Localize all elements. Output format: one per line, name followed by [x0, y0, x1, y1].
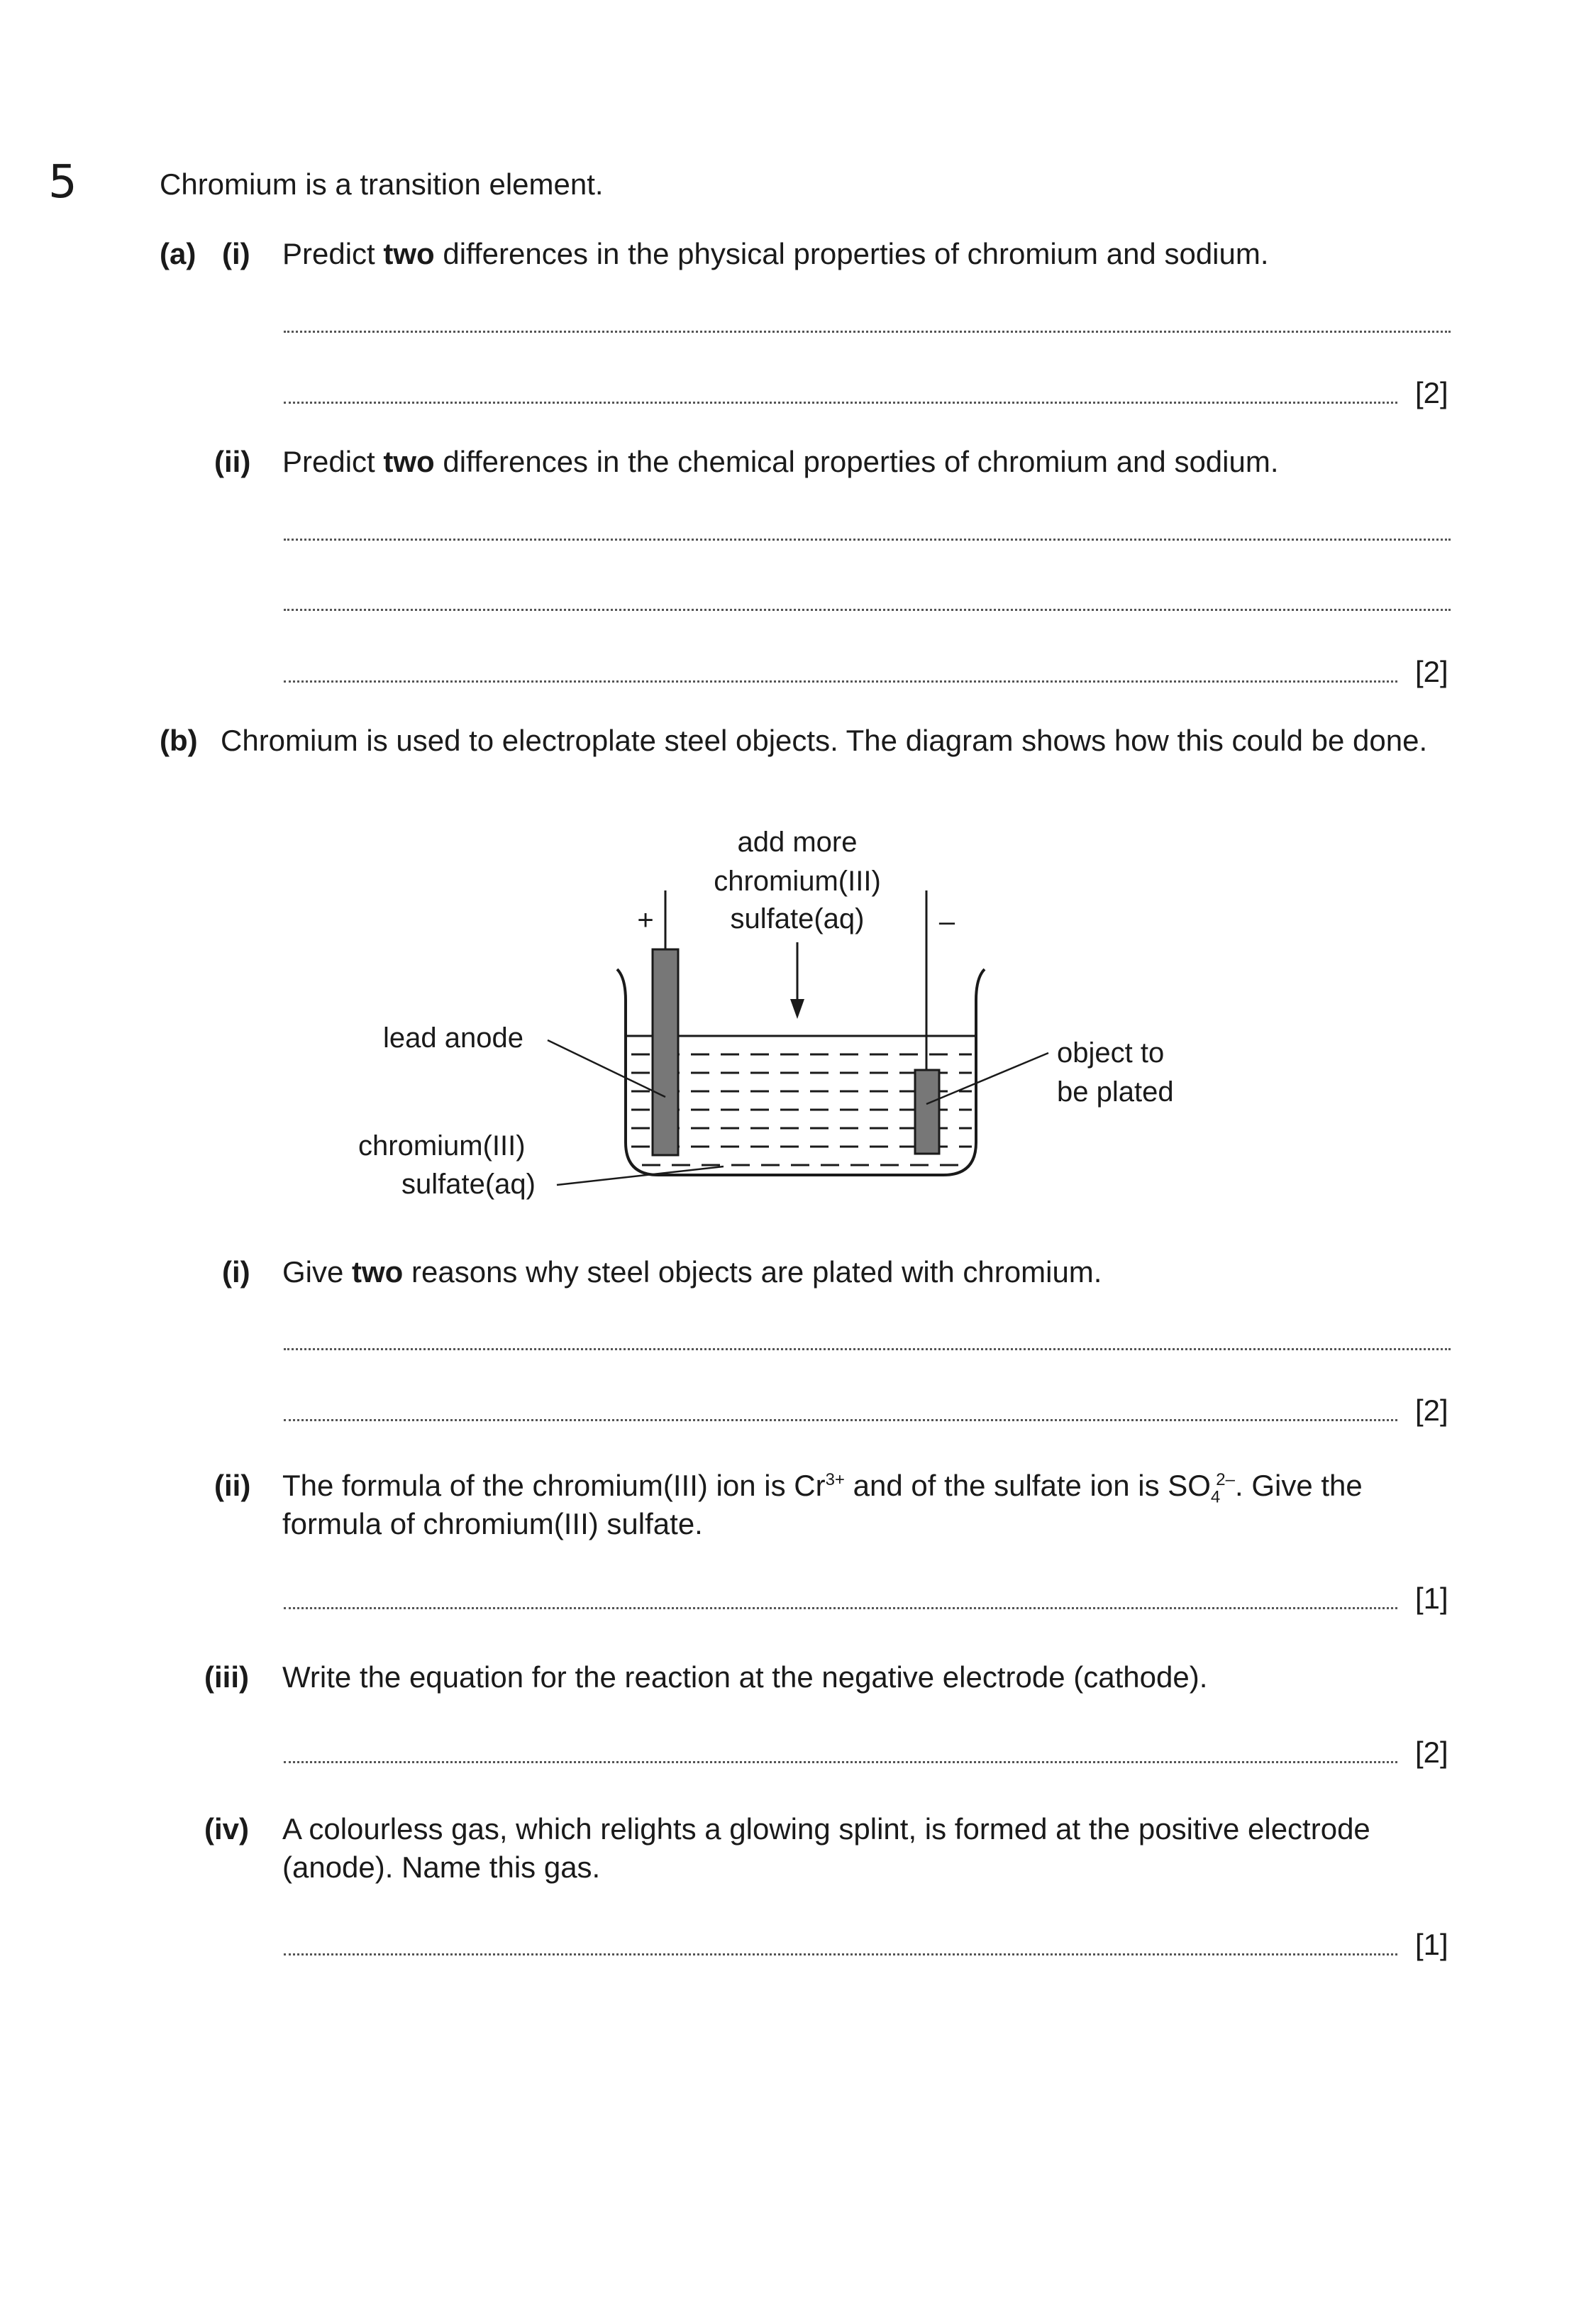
marks-b-i: [2]: [1415, 1394, 1448, 1427]
diagram-plus-sign: +: [637, 905, 654, 936]
diagram-minus-sign: –: [938, 906, 955, 937]
answer-line-b-ii-1[interactable]: [284, 1607, 1397, 1609]
object-leader-line: [926, 1053, 1048, 1104]
part-a-i-question: Predict two differences in the physical properties of chromium and sodium.: [282, 237, 1269, 270]
part-b-iv-label: (iv): [204, 1812, 249, 1846]
diagram-top-label-2: chromium(III): [714, 866, 881, 897]
part-a-ii-question: Predict two differences in the chemical properties of chromium and sodium.: [282, 445, 1279, 478]
object-label-line-1: object to: [1057, 1037, 1165, 1069]
object-to-be-plated: [915, 1070, 939, 1154]
part-b-iv-question-line-2: (anode). Name this gas.: [282, 1850, 601, 1884]
part-a-i-label: (i): [222, 237, 250, 270]
electrolyte-label-line-2: sulfate(aq): [401, 1169, 536, 1200]
part-b-iv-question-line-1: A colourless gas, which relights a glowing splint, is formed at the positive electrode: [282, 1812, 1370, 1846]
answer-line-b-iii-1[interactable]: [284, 1761, 1397, 1763]
marks-a-i: [2]: [1415, 376, 1448, 409]
diagram-top-label-1: add more: [737, 827, 858, 858]
question-intro: Chromium is a transition element.: [160, 167, 604, 201]
part-b-ii-question-line-2: formula of chromium(III) sulfate.: [282, 1507, 703, 1540]
marks-b-iii: [2]: [1415, 1736, 1448, 1769]
question-number: 5: [48, 156, 77, 209]
part-b-ii-label: (ii): [214, 1469, 251, 1502]
answer-line-b-i-1[interactable]: [284, 1348, 1451, 1350]
electrolyte-label-line-1: chromium(III): [358, 1130, 526, 1162]
part-b-intro: Chromium is used to electroplate steel objects. The diagram shows how this could be done.: [221, 724, 1428, 757]
lead-anode-label: lead anode: [383, 1022, 523, 1054]
part-b-ii-question-line-1: The formula of the chromium(III) ion is $Cr^{3+}$ and of the sulfate ion is $SO_4^{2-}$. Give the: [282, 1469, 1363, 1507]
marks-b-ii: [1]: [1415, 1582, 1448, 1615]
part-b-i-label: (i): [222, 1255, 250, 1289]
answer-line-b-i-2[interactable]: [284, 1419, 1397, 1421]
part-b-label: (b): [160, 724, 198, 757]
add-arrow-head-icon: [790, 999, 804, 1019]
marks-a-ii: [2]: [1415, 655, 1448, 688]
answer-line-b-iv-1[interactable]: [284, 1953, 1397, 1955]
part-b-iii-question: Write the equation for the reaction at the negative electrode (cathode).: [282, 1660, 1208, 1694]
marks-b-iv: [1]: [1415, 1928, 1448, 1961]
part-a-ii-label: (ii): [214, 445, 251, 478]
part-b-iii-label: (iii): [204, 1660, 249, 1694]
part-a-label: (a): [160, 237, 196, 270]
lead-anode: [653, 949, 678, 1155]
part-b-i-question: Give two reasons why steel objects are plated with chromium.: [282, 1255, 1102, 1289]
anode-leader-line: [548, 1040, 665, 1097]
object-label-line-2: be plated: [1057, 1076, 1174, 1108]
diagram-top-label-3: sulfate(aq): [730, 903, 865, 934]
